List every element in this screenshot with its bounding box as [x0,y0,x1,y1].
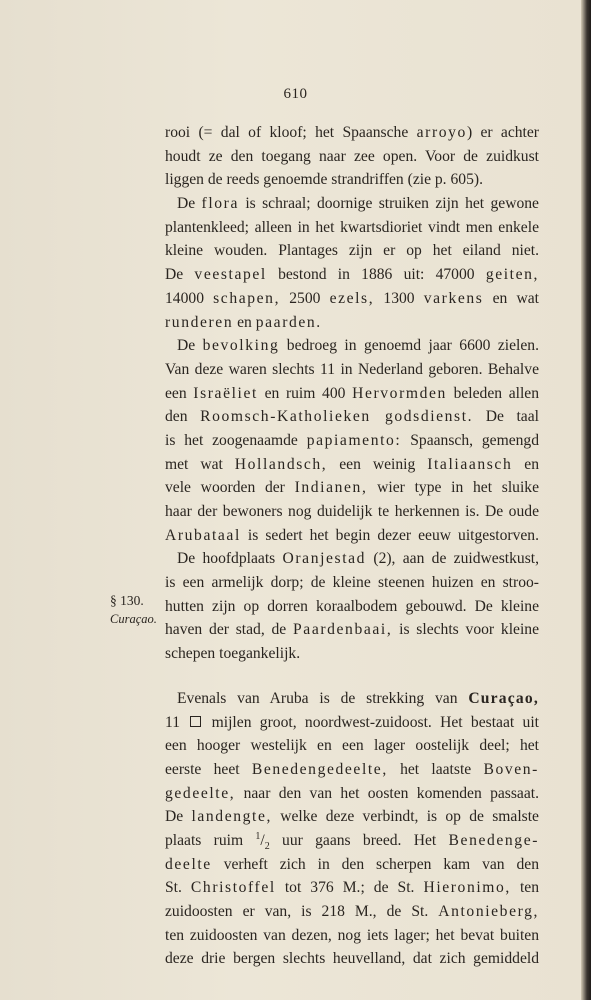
margin-section-number: § 130. [110,593,144,608]
text-line: den Roomsch-Katholieken godsdienst. De taal [165,408,539,426]
fraction: $^1/_2$ [255,830,270,853]
text-line: plantenkleed; alleen in het kwartsdioriet vindt men enkele [165,218,539,236]
text-line: St. Christoffel tot 376 M.; de St. Hieronimo, ten [165,879,539,897]
text-line: De veestapel bestond in 1886 uit: 47000 geiten, [165,266,539,284]
text-line: 14000 schapen, 2500 ezels, 1300 varkens en wat [165,289,539,307]
text-line: De flora is schraal; doornige struiken zijn het gewone [177,195,539,213]
page-spine-edge [581,0,591,1000]
text-line: rooi (= dal of kloof; het Spaansche arroyo) er achter [165,124,539,141]
text-line: Van deze waren slechts 11 in Nederland geboren. Behalve [165,360,539,378]
text-line: plaats ruim $^1/_2$ uur gaans breed. Het Benedenge- [165,830,539,853]
text-line: is het zoogenaamde papiamento: Spaansch, gemengd [165,431,539,449]
text-line: schepen toegankelijk. [165,645,301,663]
text-line: hutten zijn op dorren koraalbodem gebouwd. De kleine [165,597,539,615]
text-line: deelte verheft zich in den scherpen kam van den [165,855,539,873]
text-line: haven der stad, de Paardenbaai, is slechts voor kleine [165,621,539,639]
text-line: Arubataal is sedert het begin dezer eeuw uitgestorven. [165,526,539,544]
text-line: een hooger westelijk en een lager oostelijk deel; het [165,737,539,755]
text-line: De hoofdplaats Oranjestad (2), aan de zuidwestkust, [177,550,539,568]
text-line: 11 mijlen groot, noordwest-zuidoost. Het bestaat uit [165,713,539,731]
text-line: vele woorden der Indianen, wier type in het sluike [165,479,539,497]
text-line: is een armelijk dorp; de kleine steenen huizen en stroo- [165,574,539,592]
text-line: gedeelte, naar den van het oosten komenden passaat. [165,784,539,802]
body-text [165,121,539,971]
text-line: De bevolking bedroeg in genoemd jaar 6600 zielen. [177,337,539,355]
text-line: kleine wouden. Plantages zijn er op het eiland niet. [165,242,539,260]
text-line: zuidoosten er van, is 218 M., de St. Antonieberg, [165,903,539,920]
text-line: Evenals van Aruba is de strekking van Curaçao, [177,689,539,707]
text-line: met wat Hollandsch, een weinig Italiaansch en [165,455,539,473]
text-line: liggen de reeds genoemde strandriffen (zie p. 605). [165,171,483,189]
text-line: haar der bewoners nog duidelijk te herkennen is. De oude [165,503,539,520]
square-mile-symbol-icon [190,716,201,727]
page-number: 610 [283,86,308,102]
text-line: De landengte, welke deze verbindt, is op de smalste [165,808,539,826]
text-line: deze drie bergen slechts heuvelland, dat zich gemiddeld [165,950,539,968]
margin-place-name: Curaçao. [110,612,157,626]
text-line: houdt ze den toegang naar zee open. Voor de zuidkust [165,147,539,165]
text-line: een Israëliet en ruim 400 Hervormden beleden allen [165,384,539,402]
text-line: runderen en paarden. [165,313,322,331]
text-line: eerste heet Benedengedeelte, het laatste Boven- [165,760,539,778]
text-line: ten zuidoosten van dezen, nog iets lager; het bevat buiten [165,926,539,944]
